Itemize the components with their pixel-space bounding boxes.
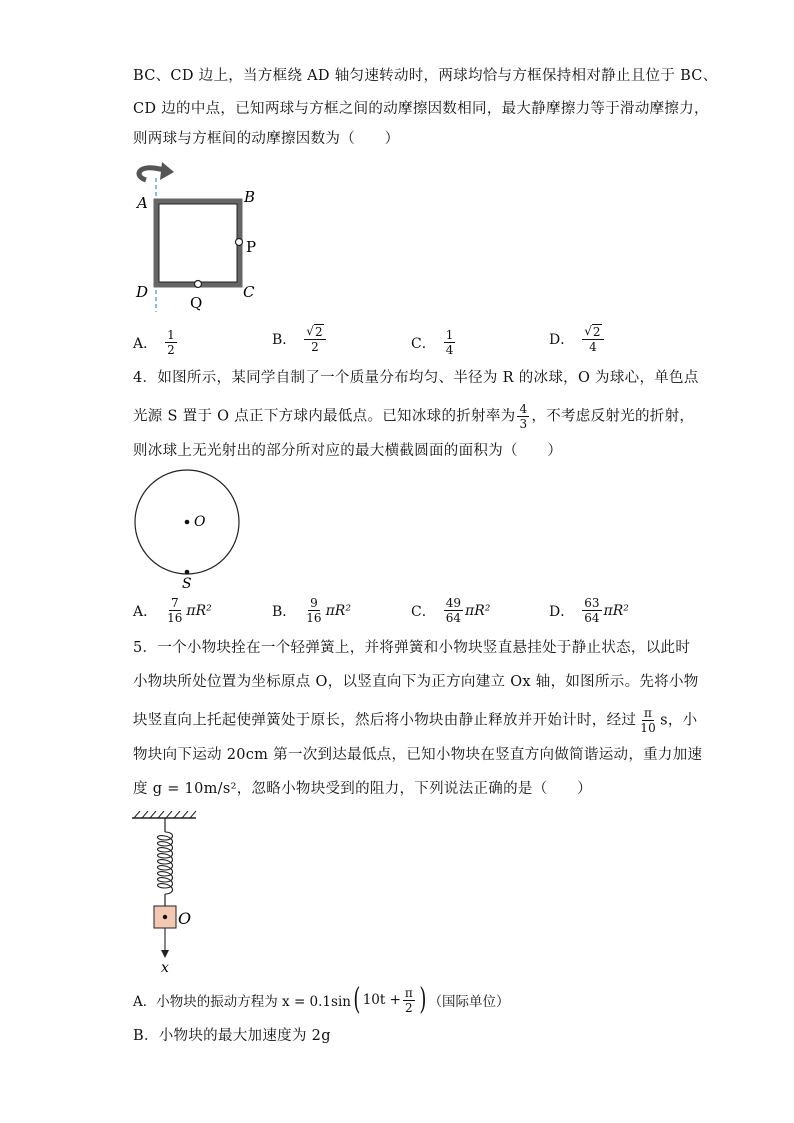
label-d: D xyxy=(136,283,149,301)
numerator: 1 xyxy=(445,328,454,342)
option-label: A． xyxy=(133,335,158,352)
option-tail: πR² xyxy=(325,602,351,619)
q4-line-3: 则冰球上无光射出的部分所对应的最大横截圆面的面积为（ ） xyxy=(133,443,563,459)
q4-ball-figure xyxy=(128,464,248,594)
time-fraction xyxy=(638,706,658,735)
fraction xyxy=(165,328,177,357)
label-c: C xyxy=(243,283,255,301)
q5-line-3 xyxy=(133,706,697,735)
spring-coils xyxy=(158,832,173,894)
option-a-inner: 10t + xyxy=(362,992,401,1008)
label-o: O xyxy=(194,514,206,530)
option-a-start: A．小物块的振动方程为 x = 0.1sin xyxy=(133,994,351,1010)
q3-option-d xyxy=(549,324,606,354)
option-label: C． xyxy=(411,603,436,620)
fraction xyxy=(304,324,325,354)
q5-line-1: 5．一个小物块拴在一个轻弹簧上，并将弹簧和小物块竖直悬挂处于静止状态，以此时 xyxy=(133,640,691,656)
denominator: 64 xyxy=(584,611,600,625)
ball-q xyxy=(195,281,202,288)
q5-spring-figure xyxy=(128,808,218,980)
q4-line-1: 4．如图所示，某同学自制了一个质量分布均匀、半径为 R 的冰球，O 为球心，单色点 xyxy=(133,370,699,386)
label-p: P xyxy=(246,238,257,256)
denominator: 64 xyxy=(445,611,461,625)
fraction xyxy=(444,596,463,625)
q4-line-2 xyxy=(133,402,694,431)
q5-line-3-start: 块竖直向上托起使弹簧处于原长，然后将小物块由静止释放并开始计时，经过 xyxy=(133,712,637,729)
denominator: 3 xyxy=(519,417,528,431)
q4-line-2-end: ，不考虑反射光的折射， xyxy=(531,408,695,425)
label-q: Q xyxy=(190,294,203,312)
q5-line-4: 物块向下运动 20cm 第一次到达最低点，已知小物块在竖直方向做简谐运动，重力加速 xyxy=(133,747,703,763)
fraction xyxy=(582,324,603,354)
q5-line-5: 度 g = 10m/s²，忽略小物块受到的阻力，下列说法正确的是（ ） xyxy=(133,781,592,797)
option-label: B． xyxy=(272,603,297,620)
numerator: √ 2 xyxy=(304,324,325,340)
fraction xyxy=(165,596,184,625)
option-label: C． xyxy=(411,335,436,352)
option-tail: πR² xyxy=(603,602,629,619)
label-a: A xyxy=(137,194,148,212)
denominator: 16 xyxy=(167,611,183,625)
right-paren: ) xyxy=(419,982,427,1017)
center-point xyxy=(185,520,190,525)
option-tail: πR² xyxy=(186,602,212,619)
phase-fraction xyxy=(403,986,415,1015)
numerator: 4 xyxy=(519,402,528,416)
numerator: 9 xyxy=(310,596,318,610)
radicand: 2 xyxy=(592,325,601,339)
numerator: 49 xyxy=(445,596,461,610)
q3-option-a xyxy=(133,328,179,357)
q3-option-c xyxy=(411,328,457,357)
q4-option-c xyxy=(411,596,490,625)
q3-line-1: BC、CD 边上，当方框绕 AD 轴匀速转动时，两球均恰与方框保持相对静止且位于 BC、 xyxy=(133,68,718,84)
numerator: √ 2 xyxy=(582,324,603,340)
ceiling-hatch xyxy=(134,811,196,818)
fraction xyxy=(582,596,601,625)
q3-option-b xyxy=(272,324,328,354)
q3-frame-figure xyxy=(128,160,268,320)
q3-line-3: 则两球与方框间的动摩擦因数为（ ） xyxy=(133,131,400,147)
option-label: D． xyxy=(549,603,575,620)
option-label: A． xyxy=(133,603,158,620)
q4-option-a xyxy=(133,596,212,625)
ball-p xyxy=(236,239,243,246)
denominator: 10 xyxy=(640,721,657,735)
numerator: 63 xyxy=(584,596,600,610)
refractive-index-fraction xyxy=(517,402,529,431)
x-axis-arrow-icon xyxy=(161,950,169,958)
q5-option-b: B．小物块的最大加速度为 2g xyxy=(133,1028,331,1044)
numerator: 1 xyxy=(167,328,175,342)
denominator: 2 xyxy=(311,340,319,354)
denominator: 4 xyxy=(589,340,597,354)
block-center xyxy=(163,915,167,919)
option-tail: πR² xyxy=(465,602,491,619)
q5-line-2: 小物块所处位置为坐标原点 O，以竖直向下为正方向建立 Ox 轴，如图所示。先将小物 xyxy=(133,674,699,690)
q5-line-3-end: s，小 xyxy=(660,712,698,729)
q4-line-2-start: 光源 S 置于 O 点正下方球内最低点。已知冰球的折射率为 xyxy=(133,408,516,425)
rotation-arrow-head xyxy=(160,162,174,180)
denominator: 4 xyxy=(445,343,454,357)
fraction xyxy=(444,328,456,357)
numerator: π xyxy=(644,706,653,720)
q3-line-2: CD 边的中点，已知两球与方框之间的动摩擦因数相同，最大静摩擦力等于滑动摩擦力， xyxy=(133,101,709,117)
q4-option-d xyxy=(549,596,629,625)
option-a-paren xyxy=(351,982,429,1017)
option-label: B． xyxy=(272,332,297,348)
numerator: π xyxy=(404,985,413,1000)
label-b: B xyxy=(244,188,256,206)
frame-inner xyxy=(159,204,237,282)
denominator: 16 xyxy=(306,611,322,625)
label-s: S xyxy=(182,576,192,592)
radicand: 2 xyxy=(314,325,323,339)
option-label: D． xyxy=(549,332,575,348)
numerator: 7 xyxy=(170,596,179,610)
fraction xyxy=(304,596,323,625)
option-a-end: （国际单位） xyxy=(428,994,510,1010)
label-x: x xyxy=(161,960,169,976)
left-paren: ( xyxy=(353,982,361,1017)
q5-option-a xyxy=(133,982,510,1017)
denominator: 2 xyxy=(405,1000,413,1015)
source-point xyxy=(185,570,190,575)
denominator: 2 xyxy=(167,343,175,357)
q4-option-b xyxy=(272,596,351,625)
label-o: O xyxy=(178,909,192,928)
